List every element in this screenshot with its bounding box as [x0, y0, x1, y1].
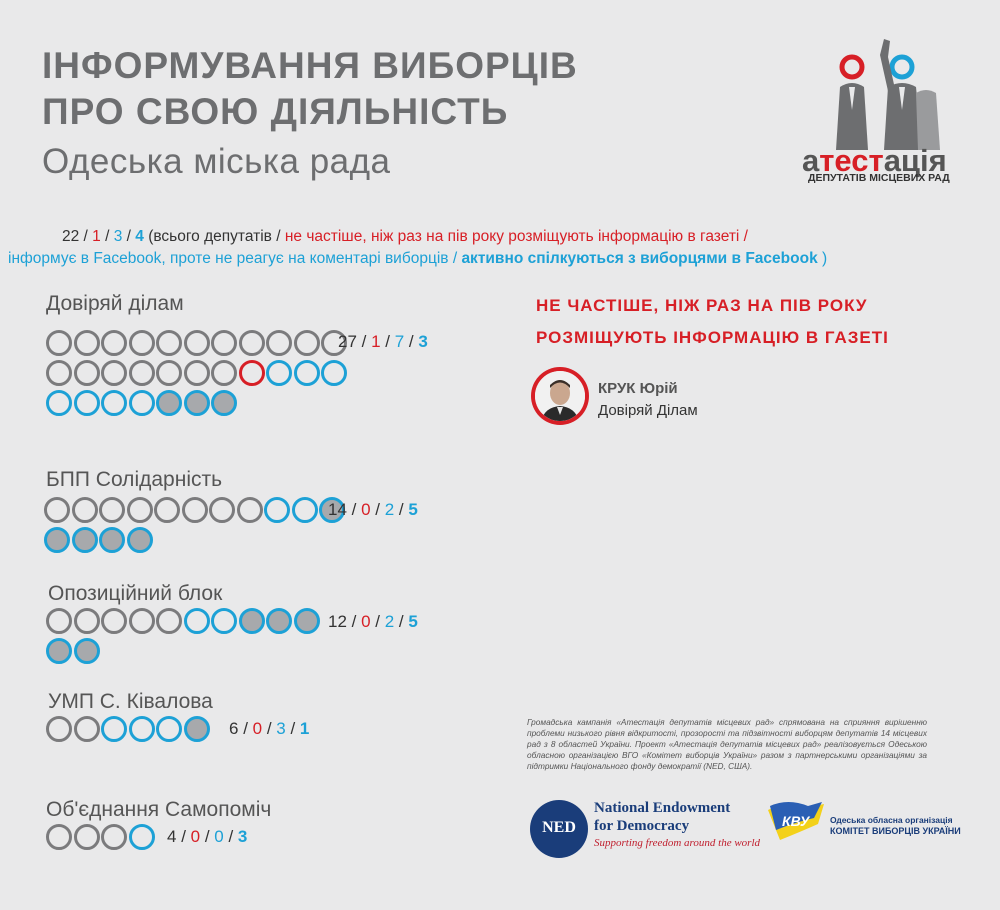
deputy-dot-grey: [211, 330, 237, 356]
ned-name-line1: National Endowment: [594, 800, 731, 816]
deputy-dot-blue: [264, 497, 290, 523]
count-blue-bold: 5: [408, 612, 418, 631]
count-blue: 7: [394, 332, 405, 351]
legend-blue-text: інформує в Facebook, проте не реагує на коментарі виборців /: [8, 250, 458, 267]
count-red: 0: [361, 500, 371, 519]
dots-row: [46, 716, 210, 742]
deputy-dot-grey: [44, 497, 70, 523]
deputy-dot-blue: [101, 716, 127, 742]
deputy-dot-grey: [211, 360, 237, 386]
deputy-dot-blue-filled: [184, 716, 210, 742]
party-count: 6 / 0 / 3 / 1: [229, 719, 310, 738]
deputy-dot-blue-filled: [156, 390, 182, 416]
party-count: 14 / 0 / 2 / 5: [328, 500, 418, 519]
count-blue-bold: 5: [408, 500, 418, 519]
dots-row: [46, 608, 320, 634]
deputy-dot-blue: [156, 716, 182, 742]
deputy-dot-blue: [294, 360, 320, 386]
deputy-dot-grey: [46, 360, 72, 386]
deputy-dot-blue-filled: [266, 608, 292, 634]
deputy-dot-grey: [209, 497, 235, 523]
deputy-dot-grey: [156, 608, 182, 634]
count-total: 14: [328, 500, 347, 519]
dots-row: [46, 824, 155, 850]
kvu-line2: КОМІТЕТ ВИБОРЦІВ УКРАЇНИ: [830, 826, 961, 836]
deputy-dot-blue-filled: [294, 608, 320, 634]
ned-tagline: Supporting freedom around the world: [594, 837, 761, 849]
person-name: КРУК Юрій: [598, 380, 678, 397]
deputy-dot-blue: [266, 360, 292, 386]
logo-brand: атестація: [802, 143, 947, 178]
person-portrait-icon: [535, 371, 585, 421]
atestatsiia-logo: [800, 35, 970, 185]
page-title-line2: ПРО СВОЮ ДІЯЛЬНІСТЬ: [42, 91, 509, 132]
party-dots: [46, 716, 210, 742]
deputy-dot-grey: [294, 330, 320, 356]
ned-badge-text: [530, 819, 588, 837]
legend-total: 22: [62, 228, 80, 245]
deputies-silhouette-icon: [800, 35, 970, 150]
party-count: 4 / 0 / 0 / 3: [167, 827, 248, 846]
count-blue-bold: 3: [418, 332, 428, 351]
party-dots: [46, 824, 155, 850]
deputy-dot-blue: [321, 360, 347, 386]
deputy-dot-grey: [74, 608, 100, 634]
deputy-dot-blue-filled: [127, 527, 153, 553]
legend-blue-bold-text: активно спілкуються з виборцями в Facebook: [461, 250, 818, 267]
ned-name-line2: for Democracy: [594, 818, 690, 834]
deputy-dot-blue-filled: [44, 527, 70, 553]
deputy-dot-blue: [129, 390, 155, 416]
count-red: 0: [190, 827, 201, 846]
dots-row: [44, 527, 345, 553]
legend-open: (всього депутатів /: [143, 228, 285, 245]
deputy-dot-grey: [74, 330, 100, 356]
deputy-dot-grey: [156, 360, 182, 386]
legend-red-text: не частіше, ніж раз на пів року розміщують інформацію в газеті /: [284, 228, 748, 245]
deputy-dot-blue: [74, 390, 100, 416]
deputy-dot-blue-filled: [211, 390, 237, 416]
deputy-dot-blue: [101, 390, 127, 416]
kvu-logo: [766, 800, 826, 848]
party-name: УМП С. Ківалова: [48, 690, 213, 713]
deputy-dot-grey: [74, 360, 100, 386]
deputy-dot-grey: [154, 497, 180, 523]
count-blue-bold: 1: [299, 719, 310, 738]
highlight-heading-line2: РОЗМІЩУЮТЬ ІНФОРМАЦІЮ В ГАЗЕТІ: [536, 328, 889, 347]
count-total: 12: [328, 612, 347, 631]
deputy-dot-grey: [182, 497, 208, 523]
party-count: 27 / 1 / 7 / 3: [338, 332, 428, 351]
count-red: 0: [361, 612, 371, 631]
legend-close: ): [817, 250, 828, 267]
deputy-dot-blue-filled: [46, 638, 72, 664]
count-blue-bold: 3: [237, 827, 248, 846]
deputy-dot-grey: [74, 716, 100, 742]
legend-red-count: 1: [92, 228, 101, 245]
ned-logo-badge: [530, 800, 588, 858]
deputy-dot-blue: [292, 497, 318, 523]
party-dots: [44, 497, 345, 553]
party-name: Довіряй ділам: [46, 292, 184, 315]
count-red: 0: [252, 719, 263, 738]
logo-tagline: ДЕПУТАТІВ МІСЦЕВИХ РАД: [808, 172, 950, 184]
count-red: 1: [371, 332, 381, 351]
deputy-dot-blue: [46, 390, 72, 416]
highlight-heading-line1: НЕ ЧАСТІШЕ, НІЖ РАЗ НА ПІВ РОКУ: [536, 296, 868, 315]
count-blue: 3: [276, 719, 286, 738]
deputy-dot-grey: [101, 330, 127, 356]
deputy-dot-grey: [72, 497, 98, 523]
deputy-dot-grey: [184, 330, 210, 356]
party-count: 12 / 0 / 2 / 5: [328, 612, 418, 631]
person-avatar: [531, 367, 589, 425]
deputy-dot-blue: [184, 608, 210, 634]
deputy-dot-grey: [184, 360, 210, 386]
page-subtitle: Одеська міська рада: [42, 142, 391, 181]
deputy-dot-grey: [101, 360, 127, 386]
dots-row: [46, 390, 347, 416]
legend-line2: [8, 248, 827, 270]
deputy-dot-grey: [99, 497, 125, 523]
kvu-badge-label: КВУ: [782, 813, 810, 829]
deputy-dot-blue-filled: [74, 638, 100, 664]
dots-row: [44, 497, 345, 523]
count-total: 6: [229, 719, 239, 738]
deputy-dot-blue-filled: [184, 390, 210, 416]
party-name: БПП Солідарність: [46, 468, 223, 491]
count-total: 27: [338, 332, 357, 351]
deputy-dot-grey: [74, 824, 100, 850]
deputy-dot-blue: [129, 716, 155, 742]
kvu-line1: Одеська обласна організація: [830, 815, 953, 825]
count-total: 4: [167, 827, 177, 846]
deputy-dot-red: [239, 360, 265, 386]
deputy-dot-blue-filled: [239, 608, 265, 634]
count-blue: 2: [384, 500, 395, 519]
party-name: Опозиційний блок: [48, 582, 223, 605]
legend-blue-bold-count: 4: [135, 228, 144, 245]
deputy-dot-grey: [101, 608, 127, 634]
dots-row: [46, 360, 347, 386]
deputy-dot-grey: [129, 330, 155, 356]
deputy-dot-grey: [46, 608, 72, 634]
deputy-dot-blue: [129, 824, 155, 850]
deputy-dot-blue-filled: [99, 527, 125, 553]
deputy-dot-grey: [156, 330, 182, 356]
party-dots: [46, 330, 347, 416]
ned-badge-label: NED: [542, 819, 576, 836]
deputy-dot-grey: [129, 360, 155, 386]
page-title-line1: ІНФОРМУВАННЯ ВИБОРЦІВ: [42, 45, 578, 86]
dots-row: [46, 638, 320, 664]
party-name: Об'єднання Самопоміч: [46, 798, 272, 821]
count-blue: 0: [214, 827, 224, 846]
deputy-dot-grey: [46, 330, 72, 356]
person-party: Довіряй Ділам: [598, 402, 698, 419]
person-photo: [535, 371, 585, 421]
deputy-dot-grey: [239, 330, 265, 356]
deputy-dot-grey: [46, 824, 72, 850]
deputy-dot-blue: [211, 608, 237, 634]
deputy-dot-grey: [237, 497, 263, 523]
deputy-dot-grey: [101, 824, 127, 850]
dots-row: [46, 330, 347, 356]
deputy-dot-grey: [266, 330, 292, 356]
party-dots: [46, 608, 320, 664]
kvu-emblem-icon: [766, 800, 826, 848]
campaign-description: Громадська кампанія «Атестація депутатів місцевих рад» спрямована на сприяння вирішенню проблеми низького рівня відкритості, прозорості та підзвітності виборцям депутатів 14 місцевих рад з 8 областей України. Проект «Атестація депутатів місцевих рад» реалізовується Одеською обласною організацією ВГО «Комітет виборців України» разом з партнерськими організаціями за підтримки Національного фонду демократії (NED, США).: [527, 717, 927, 771]
legend-blue-count: 3: [113, 228, 123, 245]
deputy-dot-grey: [129, 608, 155, 634]
deputy-dot-grey: [46, 716, 72, 742]
count-blue: 2: [384, 612, 395, 631]
legend-line1: 22 / 1 / 3 / 4 (всього депутатів / не частіше, ніж раз на пів року розміщують інформацію в газеті /: [62, 228, 748, 245]
deputy-dot-blue-filled: [72, 527, 98, 553]
deputy-dot-grey: [127, 497, 153, 523]
